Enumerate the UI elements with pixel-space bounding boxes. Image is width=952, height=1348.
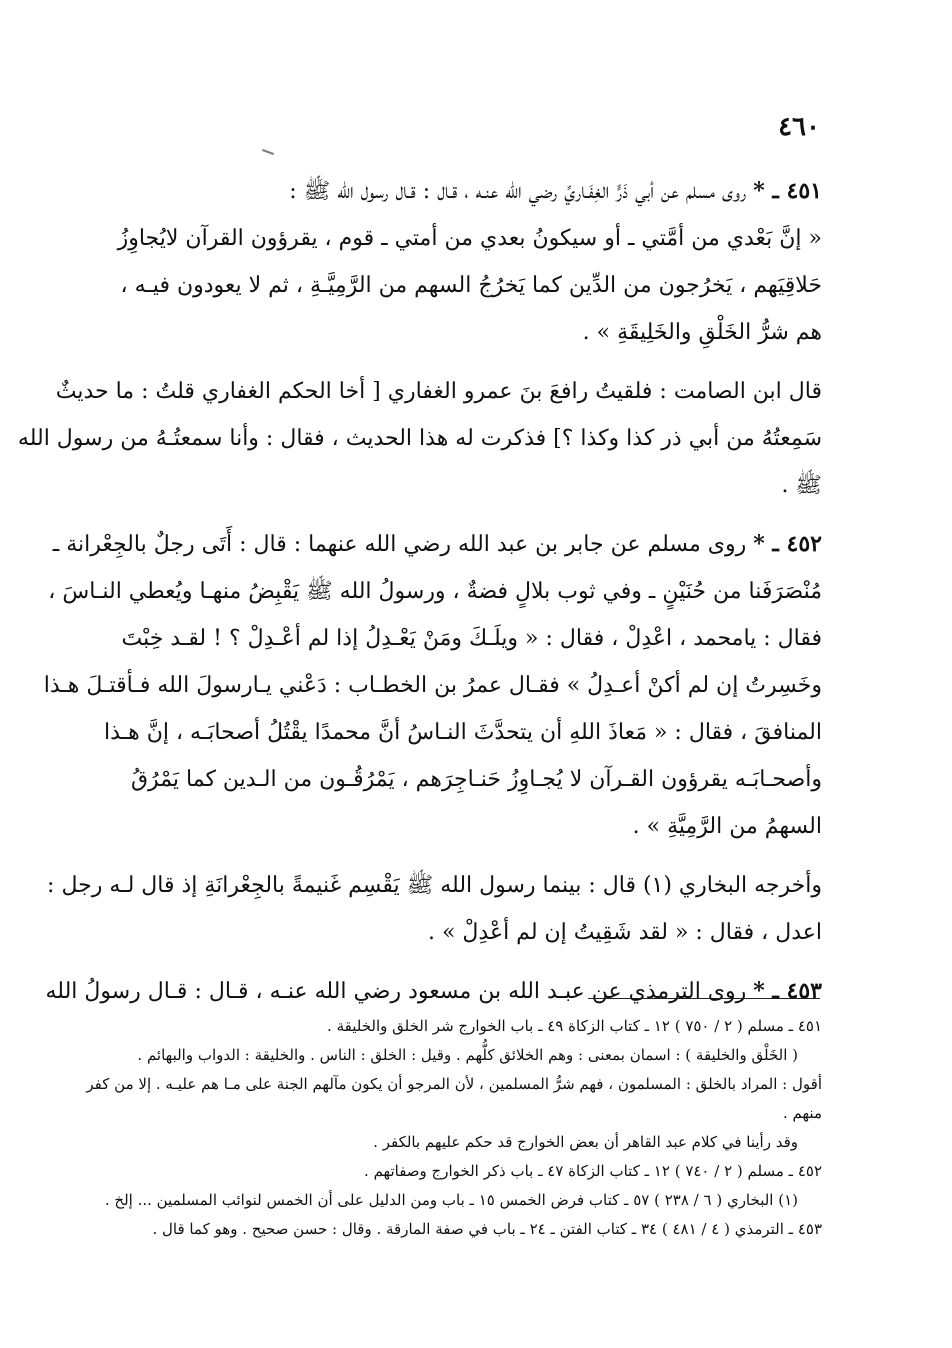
hadith-number: ٤٥١ ـ * — [753, 178, 822, 204]
text-line: « إنَّ بَعْدي من أمَّتي ـ أو سيكونُ بعدي من أمتي ـ قوم ، يقرؤون القرآن لايُجاوِزُ — [117, 226, 822, 251]
page-number: ٤٦٠ — [778, 112, 820, 142]
footnote-452-1: (١) البخاري ( ٦ / ٢٣٨ ) ٥٧ ـ كتاب فرض الخمس ١٥ ـ باب ومن الدليل على أن الخمس لنوائب المسلمين ... إلخ . — [104, 1191, 798, 1209]
text-line: ٤٥٢ ـ * روى مسلم عن جابر بن عبد الله رضي الله عنهما : قال : أَتَى رجلٌ بالجِعْرانة ـ — [52, 531, 822, 557]
footnote-451-comment-cont: منهم . — [783, 1104, 822, 1122]
text-line: وأصحـابَـه يقرؤون القـرآن لا يُجـاوِزُ حَنـاجِرَهم ، يَمْرُقُـون من الـدين كما يَمْرُقُ — [130, 767, 822, 792]
text-line: وأخرجه البخاري (١) قال : بينما رسول الله ﷺ يَقْسِم غَنيمةً بالجِعْرانَةِ إذ قال لـه رجل : — [47, 873, 822, 898]
footnote-divider — [588, 998, 820, 999]
text-line: وخَسِرتُ إن لم أكنْ أعـدِلُ » فقـال عمرُ بن الخطـاب : دَعْني يـارسولَ الله فـأقتـلَ هـذا — [43, 673, 822, 698]
text-line: هم شرُّ الخَلْقِ والخَلِيقَةِ » . — [582, 320, 822, 345]
text-line: فقال : يامحمد ، اعْدِلْ ، فقال : « ويلَـكَ ومَنْ يَعْـدِلُ إذا لم أعْـدِلْ ؟ ! لقـد خِبْتَ — [121, 626, 822, 651]
bukhari-paragraph — [47, 862, 822, 956]
text-line: المنافقَ ، فقال : « مَعاذَ اللهِ أن يتحدَّثَ النـاسُ أنَّ محمدًا يقْتُلُ أصحابَـه ، إنَّ هـذا — [104, 720, 822, 745]
text-line: ٤٥١ ـ * روى مسلم عن أبي ذَرٍّ الغِفَـاريِّ رضي الله عنـه ، قـال : قـال رسول الله ﷺ : — [289, 178, 822, 204]
footnote-451-comment-note: وقد رأينا في كلام عبد القاهر أن بعض الخوارج قد حكم عليهم بالكفر . — [373, 1133, 798, 1151]
text-line: حَلاقِيَهم ، يَخرُجون من الدِّين كما يَخرُجُ السهم من الرَّمِيَّـةِ ، ثم لا يعودون فيـه ، — [120, 273, 822, 298]
footnote-453: ٤٥٣ ـ الترمذي ( ٤ / ٤٨١ ) ٣٤ ـ كتاب الفتن ـ ٢٤ ـ باب في صفة المارقة . وقال : حسن صحيح . وهو كما قال . — [152, 1220, 822, 1238]
footnote-451: ٤٥١ ـ مسلم ( ٢ / ٧٥٠ ) ١٢ ـ كتاب الزكاة ٤٩ ـ باب الخوارج شر الخلق والخليقة . — [327, 1017, 822, 1035]
ibn-samit-paragraph — [17, 368, 822, 509]
hadith-number: ٤٥٢ ـ * — [753, 531, 822, 557]
text-line: مُنْصَرَفَنا من حُنَيْنٍ ـ وفي ثوب بلالٍ فضةٌ ، ورسولُ الله ﷺ يَقْبِضُ منهـا ويُعطي النـاسَ ، — [48, 579, 822, 604]
footnote-451-comment: أقول : المراد بالخلق : المسلمون ، فهم شرُّ المسلمين ، لأن المرجو أن يكون مآلهم الجنة على مـا هم عليـه . إلا من كفر — [86, 1075, 822, 1093]
text-line: سَمِعتُهُ من أبي ذر كذا وكذا ؟] فذكرت له هذا الحديث ، فقال : وأنا سمعتُـهُ من رسول الله — [17, 426, 822, 451]
hadith-451 — [108, 168, 822, 356]
footnote-451-definition: ( الخَلْق والخليقة ) : اسمان بمعنى : وهم الخلائق كلُّهم . وقيل : الخلق : الناس . والخليقة : الدواب والبهائم . — [137, 1046, 798, 1064]
hadith-number: ٤٥٣ ـ * — [753, 978, 822, 1004]
footnotes — [86, 1012, 822, 1244]
text-line: قال ابن الصامت : فلقيتُ رافعَ بنَ عمرو الغفاري [ أخا الحكم الغفاري قلتُ : ما حديثٌ — [55, 379, 822, 404]
text-line: ﷺ . — [781, 473, 822, 498]
hadith-453 — [45, 968, 822, 1015]
ink-mark — [262, 149, 274, 155]
text-line: اعدل ، فقال : « لقد شَقِيتُ إن لم أعْدِلْ » . — [427, 920, 822, 945]
text-line: ٤٥٣ ـ * روى الترمذي عن عبـد الله بن مسعود رضي الله عنـه ، قـال : قـال رسولُ الله — [45, 978, 822, 1004]
hadith-452 — [43, 521, 822, 850]
footnote-452: ٤٥٢ ـ مسلم ( ٢ / ٧٤٠ ) ١٢ ـ كتاب الزكاة ٤٧ ـ باب ذكر الخوارج وصفاتهم . — [364, 1162, 822, 1180]
text-line: السهمُ من الرَّمِيَّةِ » . — [632, 814, 822, 839]
main-text — [17, 168, 822, 1027]
